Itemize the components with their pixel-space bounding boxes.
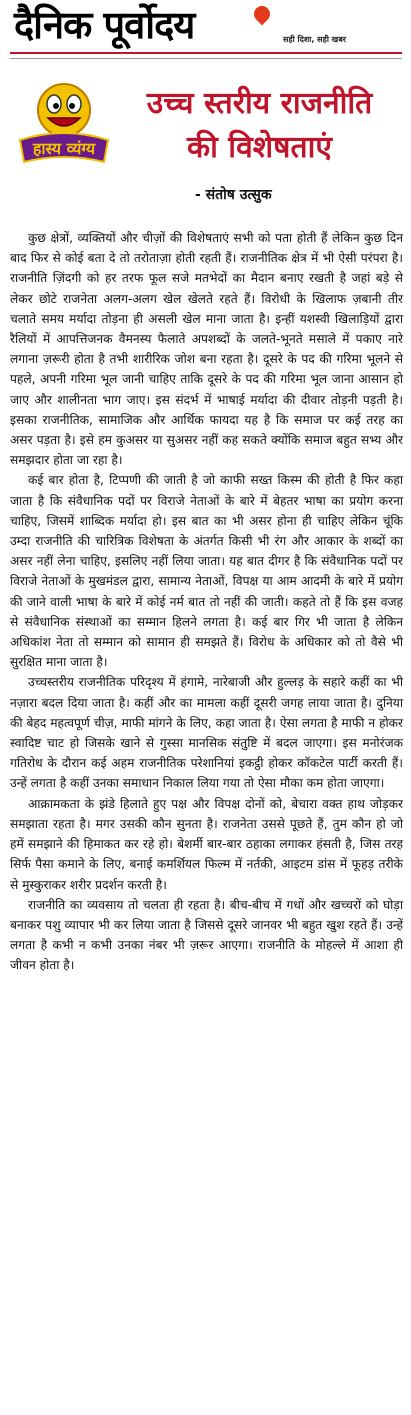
headline-line-1: उच्च स्तरीय राजनीति — [146, 86, 373, 121]
masthead — [0, 0, 411, 82]
article-paragraph-1: कुछ क्षेत्रों, व्यक्तियों और चीज़ों की विशेषताएं सभी को पता होती हैं लेकिन कुछ दिन बाद फिर से कोई बता दे तो तरोताज़ा होती रहती हैं। राजनीतिक क्षेत्र में भी ऐसी परंपरा है। राजनीति ज़िंदगी को हर तरफ फूल सजे मतभेदों का मैदान बनाए रखती है जहां बड़े से लेकर छोटे राजनेता अलग-अलग खेल खेलते रहते हैं। विरोधी के खिलाफ ज़बानी तीर चलाते समय मर्यादा तोड़ना ही असली खेल माना जाता है। इन्हीं यशस्वी खिलाड़ियों द्वारा रैलियों में आपत्तिजनक वैमनस्य फैलाते अपशब्दों के जलते-भूनते मसाले में पकाए नारे लगाना ज़रूरी होता है तभी शारीरिक जोश बना रहता है। दूसरे के पद की गरिमा भूलने से पहले, अपनी गरिमा भूल जानी चाहिए ताकि दूसरे के पद की गरिमा भूल जाना आसान हो जाए और शालीनता भाग जाए। इस संदर्भ में भाषाई मर्यादा की दीवार तोड़नी पड़ती है। इसका राजनीतिक, सामाजिक और आर्थिक फायदा यह है कि समाज पर कई तरह का असर पड़ता है। इसे हम कुअसर या सुअसर नहीं कह सकते क्योंकि समाज बहुत सभ्य और समझदार होता जा रहा है। — [10, 231, 403, 468]
masthead-flame-icon — [251, 3, 274, 26]
masthead-rule-thin — [10, 58, 402, 59]
article-body — [10, 228, 403, 976]
article-paragraph-2: कई बार होता है, टिप्पणी की जाती है जो काफी सख्त किस्म की होती है फिर कहा जाता है कि संवैधानिक पदों पर विराजे नेताओं के बारे में बेहतर भाषा का प्रयोग करना चाहिए, जिसमें शाब्दिक मर्यादा हो। इस बात का भी असर होना ही चाहिए लेकिन चूंकि उम्दा राजनीति की चारित्रिक विशेषता के अंतर्गत किसी भी रंग और आकार के शब्दों का असर नहीं लेना चाहिए, इसलिए नहीं लिया जाता। यह बात दीगर है कि संवैधानिक पदों पर विराजे नेताओं के मुखमंडल द्वारा, सामान्य नेताओं, विपक्ष या आम आदमी के बारे में प्रयोग की जाने वाली भाषा के बारे में कोई नर्म बात तो नहीं की जाती। कहते तो हैं कि इस वजह से संवैधानिक संस्थाओं का सम्मान हिलने लगता है। कई बार गिर भी जाता है लेकिन अधिकांश नेता तो सम्मान को सामान ही समझते हैं। विरोध के अधिकार को तो वैसे भी सुरक्षित माना जाता है। — [10, 473, 403, 670]
article-headline — [112, 82, 407, 170]
logo-pupil-left — [53, 103, 59, 109]
article-paragraph-3: उच्चस्तरीय राजनीतिक परिदृश्य में हंगामे, नारेबाजी और हुल्लड़ के सहारे कहीं का भी नज़ारा बदल दिया जाता है। कहीं और का मामला कहीं दूसरी जगह लाया जाता है। दुनिया की बेहद महत्वपूर्ण चीज़, माफी मांगने के लिए, कहा जाता है। ऐसा लगता है माफी न होकर स्वादिष्ट चाट हो जिसके खाने से गुस्सा मानसिक संतुष्टि में बदल जाएगा। इस मनोरंजक गतिरोध के दौरान कई अहम राजनीतिक परेशानियां इकट्ठी होकर कॉकटेल पार्टी करती हैं। उन्हें लगता है कहीं उनका समाधान निकाल लिया गया तो ऐसा मौका कम होता जाएगा। — [10, 675, 403, 791]
article-author: - संतोष उत्सुक — [195, 187, 272, 203]
logo-pupil-right — [69, 103, 75, 109]
logo-face — [38, 84, 90, 136]
masthead-tagline: सही दिशा, सही खबर — [283, 35, 347, 44]
masthead-rule — [10, 52, 402, 54]
article-paragraph-5: राजनीति का व्यवसाय तो चलता ही रहता है। बीच-बीच में गधों और खच्चरों को घोड़ा बनाकर पशु व्यापार भी कर लिया जाता है जिससे दूसरे जानवर भी बहुत खुश रहते हैं। उन्हें लगता है कभी न कभी उनका नंबर भी ज़रूर आएगा। राजनीति के मोहल्ले में आशा ही जीवन होता है। — [10, 897, 403, 973]
masthead-title: दैनिक पूर्वोदय — [14, 2, 195, 47]
hasya-vyang-logo-icon — [14, 80, 114, 166]
article-paragraph-4: आक्रामकता के झंडे हिलाते हुए पक्ष और विपक्ष दोनों को, बेचारा वक्त हाथ जोड़कर समझाता रहता है। मगर उसकी कौन सुनता है। राजनेता उससे पूछते हैं, तुम कौन हो जो हमें समझाने की हिमाकत कर रहे हो। बेशर्मी बार-बार ठहाका लगाकर हंसती है, जिस तरह सिर्फ पैसा कमाने के लिए, बनाई कमर्शियल फिल्म में नर्तकी, आइटम डांस में फूहड़ तरीके से मुस्कुराकर शरीर प्रदर्शन करती है। — [10, 796, 403, 892]
headline-line-2: की विशेषताएं — [187, 130, 332, 165]
logo-text: हास्य व्यंग्य — [32, 139, 96, 158]
